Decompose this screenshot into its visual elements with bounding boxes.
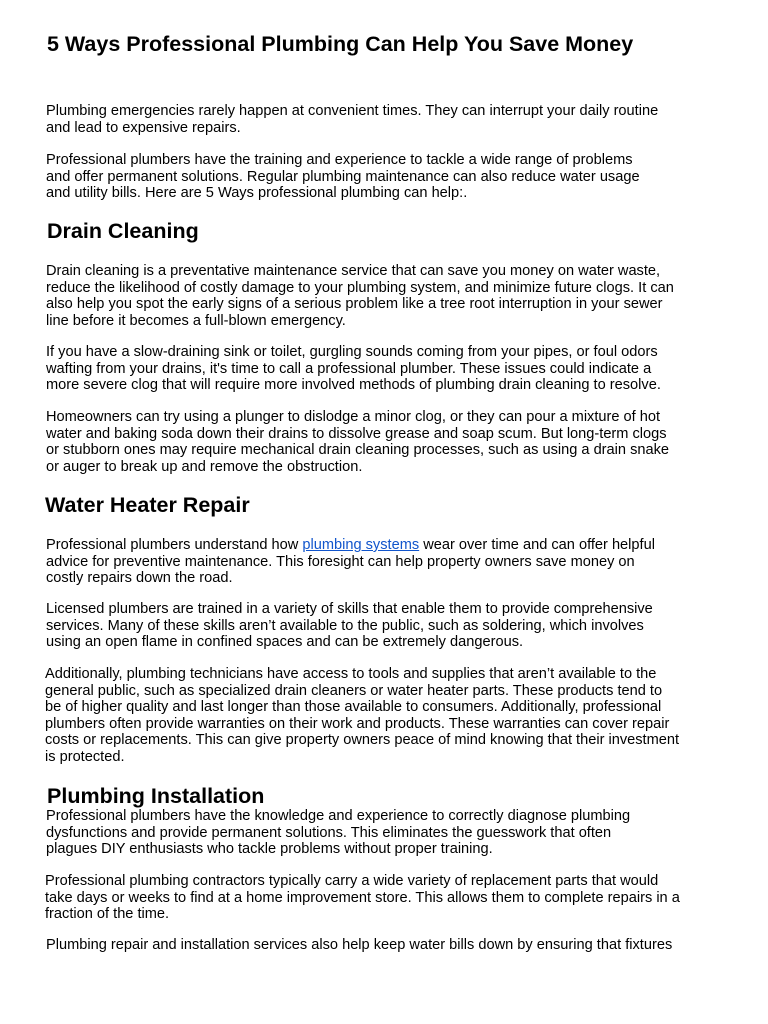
text-line: costly repairs down the road. [46,570,233,586]
section-heading-plumbing-installation: Plumbing Installation [47,784,265,808]
text-line: services. Many of these skills aren’t available to the public, such as soldering, which involves [46,617,644,634]
intro-paragraph-2 [46,152,640,202]
text-line: general public, such as specialized drain cleaners or water heater parts. These products tend to [45,682,663,699]
text-line: wafting from your drains, it's time to call a professional plumber. These issues could indicate a [46,360,652,377]
text-line: also help you spot the early signs of a serious problem like a tree root interruption in your sewer [46,296,663,312]
text-line: reduce the likelihood of costly damage to your plumbing system, and minimize future clogs. It can [46,279,674,296]
intro-paragraph-1 [46,103,658,136]
text-line: Plumbing emergencies rarely happen at convenient times. They can interrupt your daily routine [46,103,659,119]
text-segment: wear over time and can offer helpful [419,537,655,553]
text-line: Plumbing repair and installation services also help keep water bills down by ensuring that fixtures [46,937,673,953]
text-line: If you have a slow-draining sink or toilet, gurgling sounds coming from your pipes, or foul odors [46,344,658,360]
text-line [46,537,655,554]
heater-paragraph-2 [46,601,653,651]
text-line: be of higher quality and last longer than those available to consumers. Additionally, professional [45,699,662,715]
text-line: using an open flame in confined spaces and can be extremely dangerous. [46,634,524,650]
text-line: fraction of the time. [45,906,170,922]
text-segment: Professional plumbers understand how [46,537,303,553]
text-line: Professional plumbers have the training and experience to tackle a wide range of problems [46,152,633,168]
text-line: take days or weeks to find at a home improvement store. This allows them to complete repairs in a [45,889,680,906]
install-paragraph-1 [46,808,630,858]
text-line: costs or replacements. This can give property owners peace of mind knowing that their investment [45,732,680,748]
text-line: plagues DIY enthusiasts who tackle problems without proper training. [46,841,493,857]
section-heading-water-heater-repair: Water Heater Repair [45,493,250,517]
text-line: Additionally, plumbing technicians have access to tools and supplies that aren’t available to the [45,666,657,682]
text-line: Professional plumbers have the knowledge and experience to correctly diagnose plumbing [46,808,631,824]
page-title: 5 Ways Professional Plumbing Can Help You Save Money [47,32,634,56]
text-line: line before it becomes a full-blown emergency. [46,312,346,329]
text-line: Drain cleaning is a preventative maintenance service that can save you money on water waste, [46,263,661,279]
section-heading-drain-cleaning: Drain Cleaning [47,219,199,243]
text-line: and utility bills. Here are 5 Ways professional plumbing can help:. [46,185,468,201]
text-line: is protected. [45,748,125,765]
heater-paragraph-1 [46,537,655,587]
text-line: plumbers often provide warranties on their work and products. These warranties can cover repair [45,715,670,732]
heater-paragraph-3 [45,666,679,765]
text-line: more severe clog that will require more involved methods of plumbing drain cleaning to resolve. [46,377,661,393]
drain-paragraph-1 [46,263,674,329]
text-line: and offer permanent solutions. Regular plumbing maintenance can also reduce water usage [46,168,640,185]
text-line: water and baking soda down their drains to dissolve grease and soap scum. But long-term clogs [46,425,667,442]
text-line: Professional plumbing contractors typically carry a wide variety of replacement parts that would [45,873,659,889]
drain-paragraph-2 [46,344,661,394]
text-line: or auger to break up and remove the obstruction. [46,458,363,475]
text-line: dysfunctions and provide permanent solutions. This eliminates the guesswork that often [46,824,612,841]
text-line: and lead to expensive repairs. [46,119,241,136]
install-paragraph-2 [45,873,680,923]
install-paragraph-3 [46,937,672,954]
text-line: advice for preventive maintenance. This foresight can help property owners save money on [46,553,635,570]
plumbing-systems-link[interactable]: plumbing systems [302,537,420,553]
text-line: or stubborn ones may require mechanical drain cleaning processes, such as using a drain snake [46,442,670,458]
text-line: Licensed plumbers are trained in a variety of skills that enable them to provide comprehensive [46,601,653,617]
text-line: Homeowners can try using a plunger to dislodge a minor clog, or they can pour a mixture of hot [46,409,661,425]
drain-paragraph-3 [46,409,669,475]
